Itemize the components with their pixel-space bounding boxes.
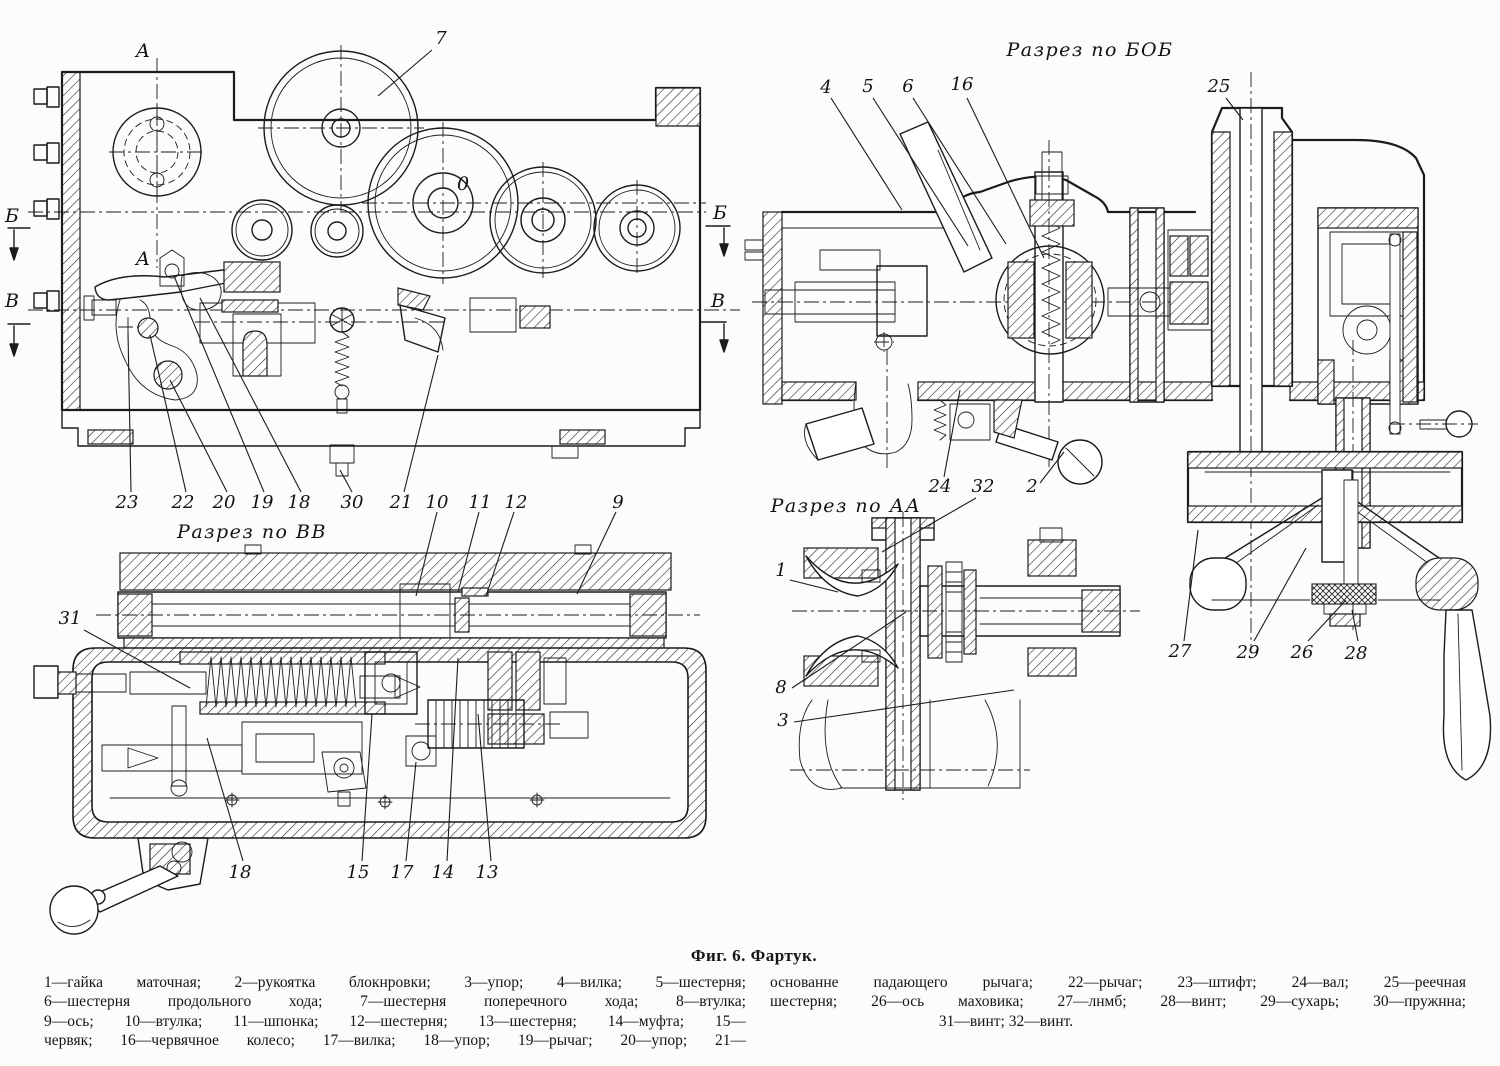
part-label: 32 — [971, 476, 995, 497]
part-label: 17 — [390, 862, 414, 883]
view-letter: 0 — [456, 173, 470, 195]
spring-30 — [335, 332, 349, 386]
view-letter: В — [5, 290, 19, 312]
leader-line — [404, 355, 438, 492]
apron-body-outline — [62, 72, 700, 410]
section-title: Разрез по БОБ — [1006, 39, 1174, 61]
leader-line — [128, 332, 131, 492]
part-label: 30 — [340, 492, 364, 513]
left-wall-hatch — [62, 72, 80, 410]
screw-31-head — [34, 666, 58, 698]
part-label: 19 — [250, 492, 274, 513]
floor-screws — [225, 793, 544, 809]
lock-lever-mechanism — [84, 250, 550, 476]
view-letter: В — [711, 290, 725, 312]
part-label: 6 — [902, 76, 914, 97]
part-label: 10 — [425, 492, 449, 513]
legend-line: 31—винт; 32—винт. — [938, 1012, 1074, 1030]
part-label: 2 — [1026, 476, 1038, 497]
leader-line — [406, 762, 416, 861]
figure-caption: Фиг. 6. Фартук. — [690, 946, 818, 965]
view-letter: Б — [5, 205, 19, 227]
front-view — [8, 45, 740, 476]
gear-right-2 — [594, 180, 680, 276]
crank-grip — [1443, 610, 1490, 780]
part-label: 1 — [775, 560, 787, 581]
view-letter: А — [135, 40, 151, 62]
part-label: 29 — [1236, 642, 1260, 663]
section-aa-view — [790, 512, 1140, 800]
handwheel — [1190, 470, 1478, 626]
part-label: 26 — [1290, 642, 1314, 663]
ball-handle-assembly — [50, 838, 208, 934]
leader-line — [831, 98, 902, 210]
leader-line — [200, 298, 301, 492]
part-label: 7 — [435, 28, 447, 49]
leader-line — [944, 390, 960, 477]
legend-line: 6—шестерня продольного хода; 7—шестерня поперечного хода; 8—втулка; — [44, 993, 746, 1011]
leader-line — [378, 50, 432, 96]
part-label: 12 — [504, 492, 528, 513]
leader-line — [150, 335, 186, 492]
part-label: 9 — [612, 492, 624, 513]
part-label: 31 — [58, 608, 82, 629]
left-wall — [763, 212, 782, 404]
gear-center-0 — [362, 122, 706, 284]
legend-left-column — [44, 973, 746, 1051]
legend-line: 1—гайка маточная; 2—рукоятка блокнровки; 3—упор; 4—вилка; 5—шестерня; — [44, 974, 746, 991]
gear-right-1 — [490, 162, 596, 278]
leader-line — [873, 98, 968, 246]
leader-line — [1254, 548, 1306, 641]
section-arrows — [8, 226, 730, 356]
wall-bolts — [34, 87, 59, 311]
legend-line: основанне падающего рычага; 22—рычаг; 23—штифт; 24—вал; 25—реечная — [770, 974, 1466, 991]
leader-line — [340, 470, 352, 492]
spring-24 — [934, 400, 946, 440]
cylinder-boss — [806, 408, 874, 460]
rim-right — [1416, 558, 1478, 610]
part-label: 11 — [468, 492, 492, 513]
part-label: 22 — [171, 492, 195, 513]
part-label: 27 — [1168, 641, 1192, 662]
part-label: 18 — [228, 862, 252, 883]
gear-cross-feed-7 — [258, 45, 424, 211]
part-label: 23 — [115, 492, 139, 513]
part-label: 13 — [475, 862, 499, 883]
part-label: 28 — [1344, 643, 1368, 664]
part-label: 24 — [928, 476, 952, 497]
part-label: 14 — [431, 862, 455, 883]
fork-4 — [900, 122, 992, 272]
rim-left — [1190, 558, 1246, 610]
section-title: Разрез по АА — [770, 495, 922, 517]
part-label: 8 — [775, 677, 787, 698]
legend-line: 9—ось; 10—втулка; 11—шпонка; 12—шестерня; 13—шестерня; 14—муфта; 15— — [44, 1012, 746, 1030]
part-label: 25 — [1207, 76, 1231, 97]
knurled-nut — [1312, 584, 1376, 604]
section-title: Разрез по ВВ — [177, 521, 327, 543]
view-letter: Б — [713, 202, 727, 224]
small-gears — [232, 200, 363, 260]
part-label: 18 — [287, 492, 311, 513]
part-label: 4 — [820, 77, 832, 98]
leader-line — [170, 380, 227, 492]
part-label: 20 — [212, 492, 236, 513]
legend-line: червяк; 16—червячное колесо; 17—вилка; 18—упор; 19—рычаг; 20—упор; 21— — [44, 1032, 746, 1050]
leader-line — [362, 714, 372, 861]
leader-line — [207, 738, 243, 861]
part-label: 3 — [777, 710, 789, 731]
part-label: 15 — [346, 862, 370, 883]
part-label: 16 — [950, 74, 974, 95]
view-letter: А — [135, 248, 151, 270]
part-label: 5 — [862, 76, 874, 97]
top-rail-hatch — [120, 553, 671, 590]
legend-right-column — [770, 973, 1466, 1031]
legend-line: шестерня; 26—ось маховика; 27—лнмб; 28—винт; 29—сухарь; 30—пружнна; — [770, 993, 1466, 1011]
part-label: 21 — [389, 492, 413, 513]
